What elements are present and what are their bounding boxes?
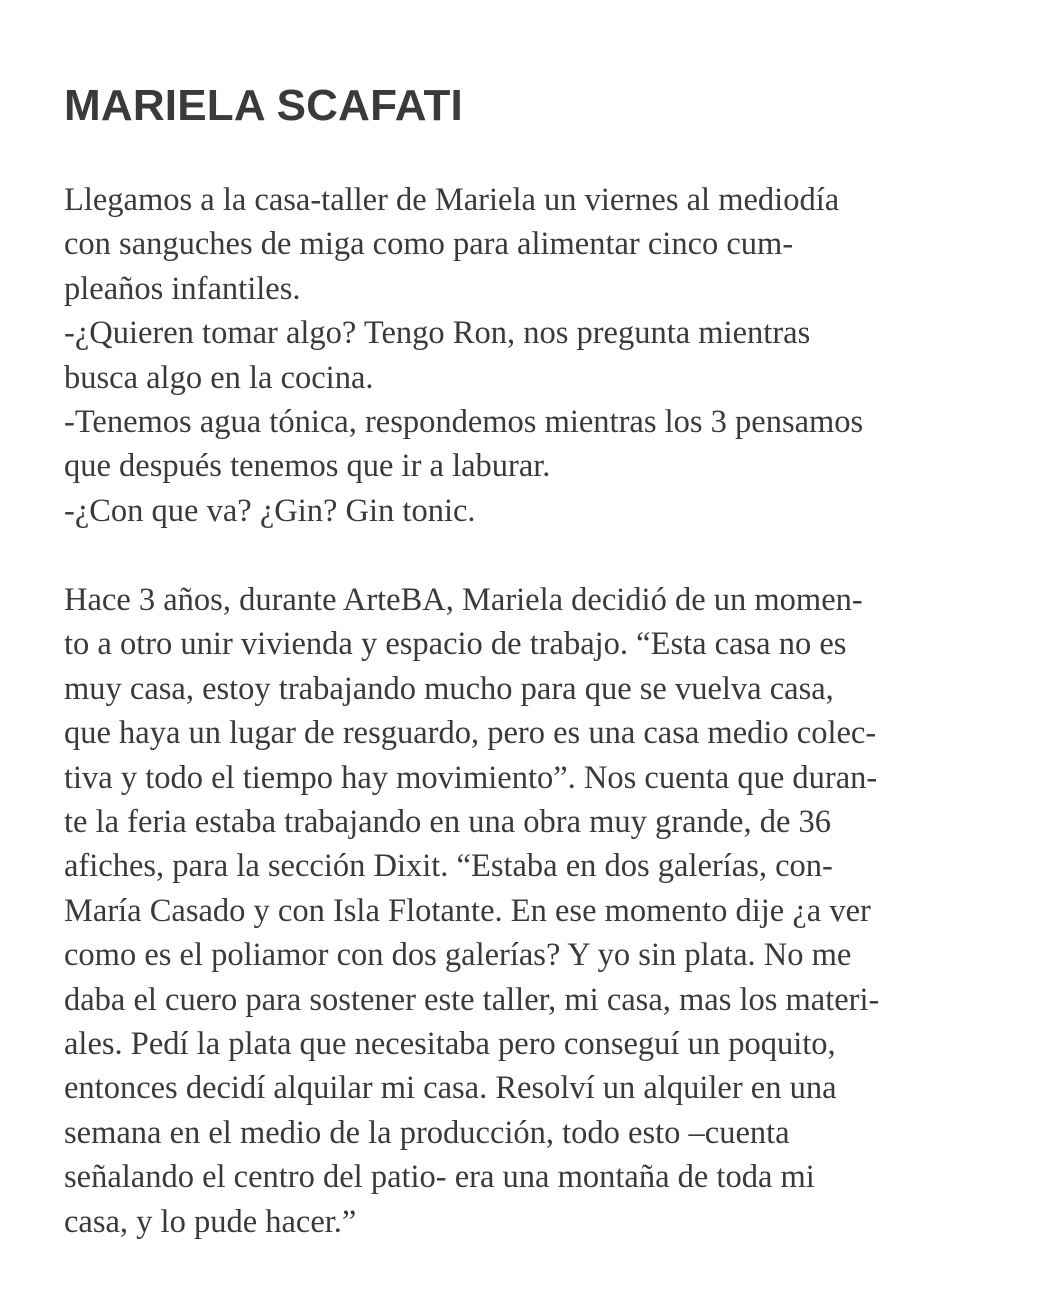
text-line: casa, y lo pude hacer.” xyxy=(64,1203,357,1240)
text-line: ales. Pedí la plata que necesitaba pero conseguí un poquito, xyxy=(64,1026,836,1063)
text-line: te la feria estaba trabajando en una obra muy grande, de 36 xyxy=(64,804,832,841)
text-line: que haya un lugar de resguardo, pero es una casa medio colec- xyxy=(64,715,877,752)
text-line: afiches, para la sección Dixit. “Estaba en dos galerías, con- xyxy=(64,848,833,885)
text-line: que después tenemos que ir a laburar. xyxy=(64,448,551,485)
text-line: tiva y todo el tiempo hay movimiento”. Nos cuenta que duran- xyxy=(64,759,878,796)
text-line: -Tenemos agua tónica, respondemos mientras los 3 pensamos xyxy=(64,404,864,441)
text-line: señalando el centro del patio- era una montaña de toda mi xyxy=(64,1159,815,1196)
text-line: Hace 3 años, durante ArteBA, Mariela decidió de un momen- xyxy=(64,582,863,618)
text-line: to a otro unir vivienda y espacio de trabajo. “Esta casa no es xyxy=(64,626,847,663)
text-line: daba el cuero para sostener este taller, mi casa, mas los materi- xyxy=(64,981,880,1018)
page-title: MARIELA SCAFATI xyxy=(64,81,463,130)
text-line: con sanguches de miga como para alimentar cinco cum- xyxy=(64,226,794,263)
text-line: Llegamos a la casa-taller de Mariela un viernes al mediodía xyxy=(64,182,840,218)
text-line: muy casa, estoy trabajando mucho para que se vuelva casa, xyxy=(64,670,834,707)
text-line: como es el poliamor con dos galerías? Y yo sin plata. No me xyxy=(64,937,852,974)
text-line: -¿Con que va? ¿Gin? Gin tonic. xyxy=(64,492,476,529)
text-line: -¿Quieren tomar algo? Tengo Ron, nos pregunta mientras xyxy=(64,315,811,352)
body-paragraph xyxy=(64,578,879,1244)
text-line: semana en el medio de la producción, todo esto –cuenta xyxy=(64,1114,790,1151)
text-line: entonces decidí alquilar mi casa. Resolví un alquiler en una xyxy=(64,1070,837,1107)
text-line: busca algo en la cocina. xyxy=(64,359,374,396)
text-line: pleaños infantiles. xyxy=(64,270,301,307)
intro-paragraph xyxy=(64,178,863,533)
text-line: María Casado y con Isla Flotante. En ese momento dije ¿a ver xyxy=(64,892,871,929)
